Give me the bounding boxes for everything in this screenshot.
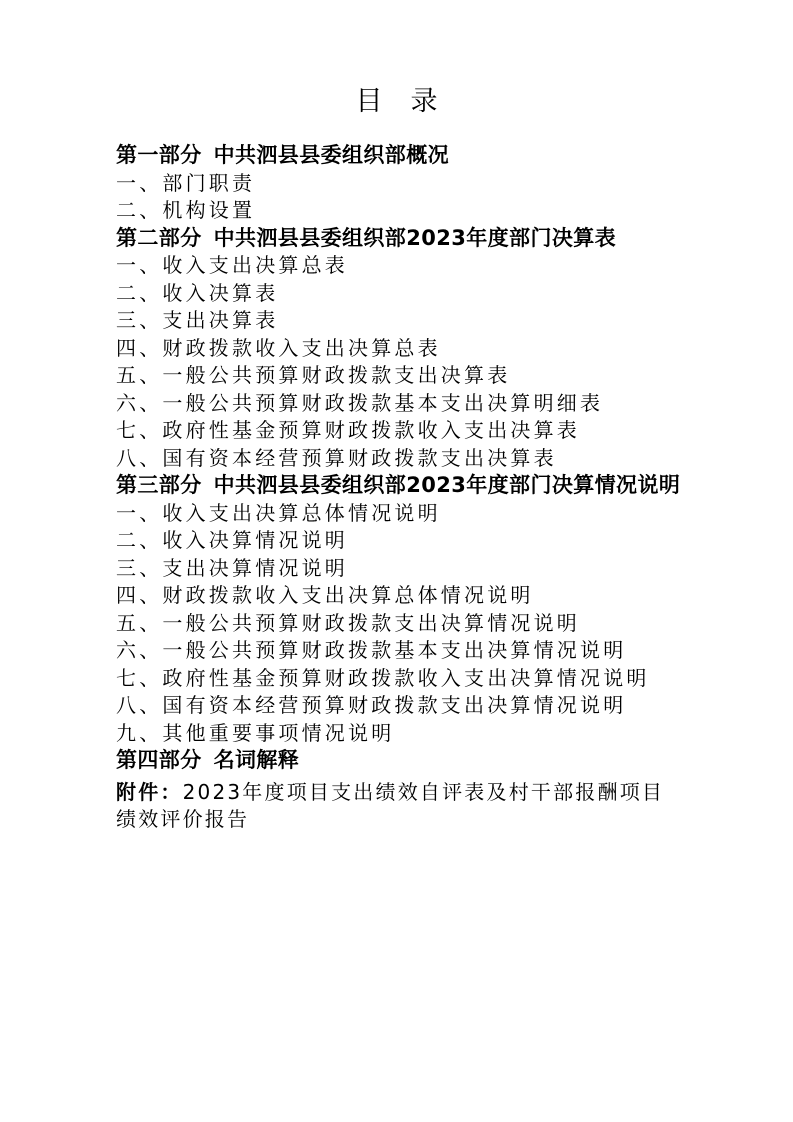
toc-item: 七、政府性基金预算财政拨款收入支出决算表 (116, 418, 580, 442)
toc-item: 二、收入决算情况说明 (116, 528, 348, 552)
toc-item: 六、一般公共预算财政拨款基本支出决算情况说明 (116, 638, 627, 662)
toc-item: 八、国有资本经营预算财政拨款支出决算情况说明 (116, 693, 627, 717)
section-title: 中共泗县县委组织部2023年度部门决算表 (213, 225, 617, 250)
page-title: 目录 (355, 86, 466, 117)
toc-item: 二、机构设置 (116, 198, 256, 222)
section-heading-3 (116, 472, 681, 500)
toc-item: 七、政府性基金预算财政拨款收入支出决算情况说明 (116, 665, 650, 690)
toc-item: 二、收入决算表 (116, 280, 279, 305)
section-heading-2 (116, 225, 681, 253)
toc-item: 五、一般公共预算财政拨款支出决算表 (116, 363, 511, 387)
toc-item: 四、财政拨款收入支出决算总体情况说明 (116, 583, 534, 607)
toc-item: 五、一般公共预算财政拨款支出决算情况说明 (116, 610, 580, 635)
toc-item: 一、部门职责 (116, 170, 256, 195)
table-of-contents (116, 142, 681, 834)
section-title: 中共泗县县委组织部2023年度部门决算情况说明 (213, 473, 681, 497)
toc-item: 一、收入支出决算总表 (116, 253, 348, 277)
toc-item: 八、国有资本经营预算财政拨款支出决算表 (116, 445, 557, 470)
attachment-note (116, 779, 681, 834)
section-title: 中共泗县县委组织部概况 (213, 143, 450, 167)
toc-item: 三、支出决算情况说明 (116, 555, 348, 580)
section-part-label: 第二部分 (116, 225, 202, 250)
section-title: 名词解释 (213, 748, 300, 772)
section-part-label: 第四部分 (116, 748, 202, 772)
attachment-label: 附件： (116, 779, 183, 804)
toc-item: 六、一般公共预算财政拨款基本支出决算明细表 (116, 390, 604, 415)
toc-item: 三、支出决算表 (116, 308, 279, 332)
toc-item: 九、其他重要事项情况说明 (116, 720, 395, 745)
section-heading-4 (116, 747, 681, 775)
section-part-label: 第三部分 (116, 473, 202, 497)
section-part-label: 第一部分 (116, 143, 202, 167)
toc-item: 一、收入支出决算总体情况说明 (116, 500, 441, 525)
toc-item: 四、财政拨款收入支出决算总表 (116, 335, 441, 360)
section-heading-1 (116, 142, 681, 170)
attachment-text: 2023年度项目支出绩效自评表及村干部报酬项目绩效评价报告 (116, 779, 665, 831)
